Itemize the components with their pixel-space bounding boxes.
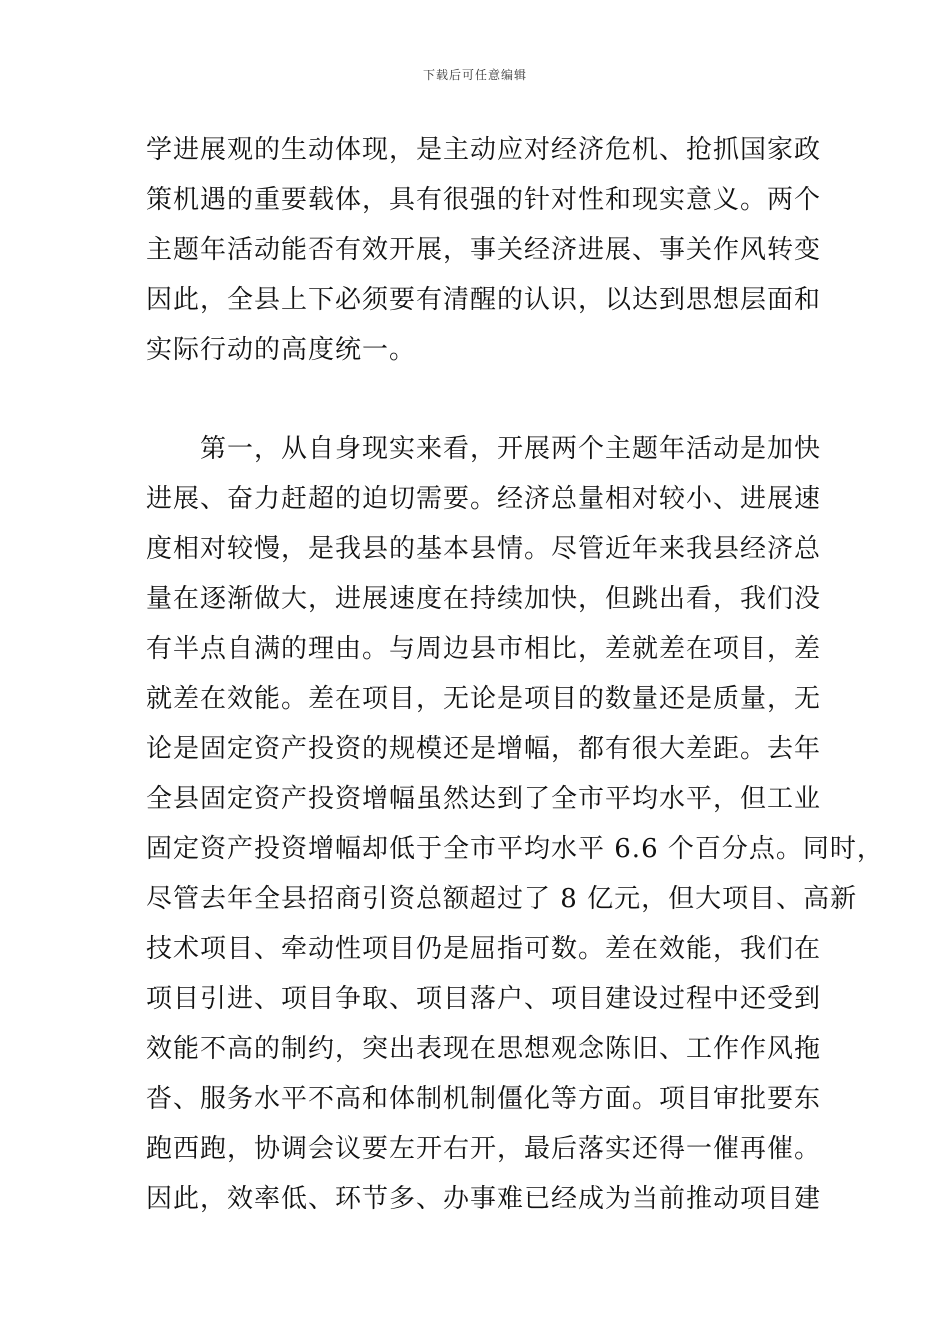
text-line: 因此，效率低、环节多、办事难已经成为当前推动项目建: [146, 1184, 822, 1214]
text-line: 实际行动的高度统一。: [146, 335, 417, 365]
text-line: 主题年活动能否有效开展，事关经济进展、事关作风转变: [146, 235, 822, 265]
text-line: 度相对较慢，是我县的基本县情。尽管近年来我县经济总: [146, 534, 822, 564]
text-line: 技术项目、牵动性项目仍是屈指可数。差在效能，我们在: [146, 934, 822, 964]
text-line: 量在逐渐做大，进展速度在持续加快，但跳出看，我们没: [146, 584, 822, 614]
text-line: 跑西跑，协调会议要左开右开，最后落实还得一催再催。: [146, 1134, 822, 1164]
text-line: 论是固定资产投资的规模还是增幅，都有很大差距。去年: [146, 734, 822, 764]
text-line: 项目引进、项目争取、项目落户、项目建设过程中还受到: [146, 984, 822, 1014]
header-note: 下载后可任意编辑: [422, 68, 527, 82]
text-line: 策机遇的重要载体，具有很强的针对性和现实意义。两个: [146, 185, 822, 215]
text-line: 第一，从自身现实来看，开展两个主题年活动是加快: [146, 434, 822, 464]
text-line: 固定资产投资增幅却低于全市平均水平 6.6 个百分点。同时，: [146, 834, 884, 864]
text-line: 进展、奋力赶超的迫切需要。经济总量相对较小、进展速: [146, 484, 822, 514]
text-line: 沓、服务水平不高和体制机制僵化等方面。项目审批要东: [146, 1084, 822, 1114]
text-line: 因此，全县上下必须要有清醒的认识，以达到思想层面和: [146, 285, 822, 315]
text-line: 学进展观的生动体现，是主动应对经济危机、抢抓国家政: [146, 135, 822, 165]
text-line: 就差在效能。差在项目，无论是项目的数量还是质量，无: [146, 684, 822, 714]
text-line: 有半点自满的理由。与周边县市相比，差就差在项目，差: [146, 634, 822, 664]
paragraph-2: [146, 424, 884, 1224]
text-line: 尽管去年全县招商引资总额超过了 8 亿元，但大项目、高新: [146, 884, 858, 914]
text-line: 效能不高的制约，突出表现在思想观念陈旧、工作作风拖: [146, 1034, 822, 1064]
text-line: 全县固定资产投资增幅虽然达到了全市平均水平，但工业: [146, 784, 822, 814]
paragraph-1: [146, 125, 822, 375]
